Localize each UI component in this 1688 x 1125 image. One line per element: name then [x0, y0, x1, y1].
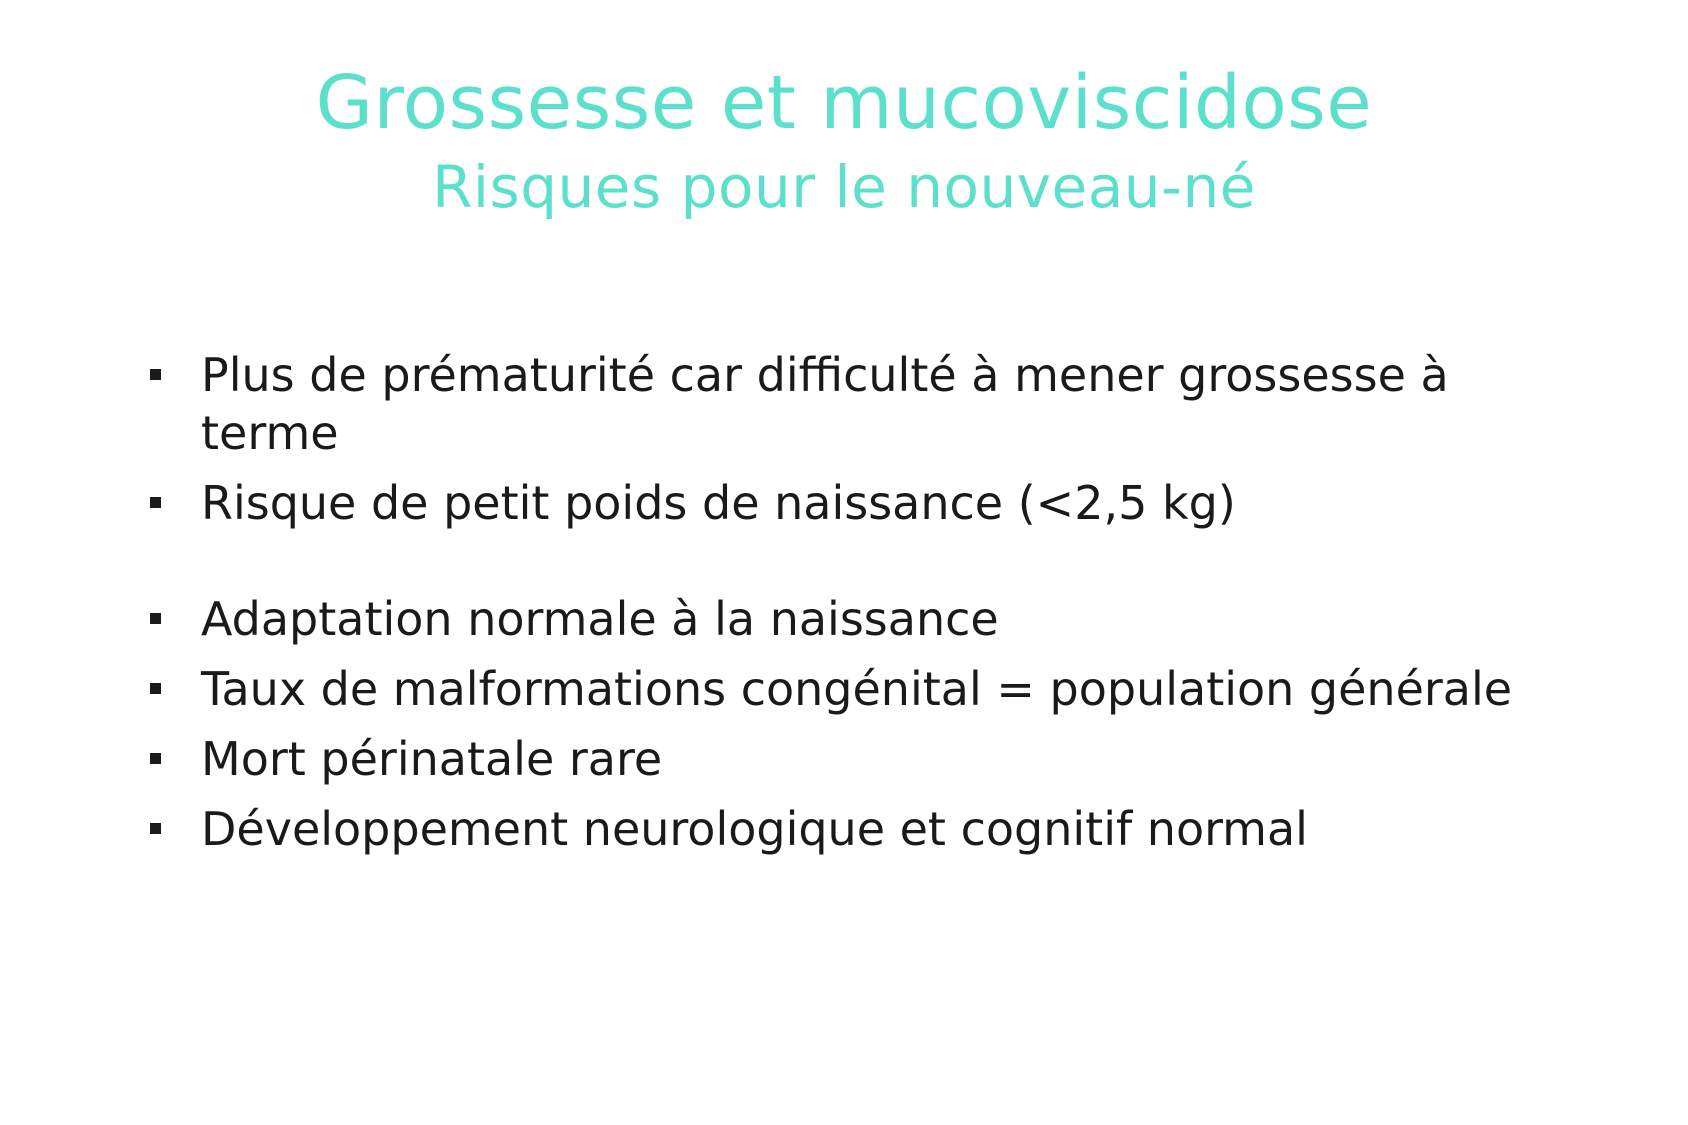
square-bullet-icon: [150, 497, 161, 508]
square-bullet-icon: [150, 753, 161, 764]
bullet-text: Plus de prématurité car difficulté à mener grossesse à terme: [201, 348, 1449, 460]
title-block: [0, 58, 1688, 226]
square-bullet-icon: [150, 823, 161, 834]
bullet-text: Mort périnatale rare: [201, 732, 663, 786]
bullet-item: [146, 346, 1546, 462]
square-bullet-icon: [150, 683, 161, 694]
slide-subtitle: Risques pour le nouveau-né: [432, 153, 1256, 221]
bullet-text: Développement neurologique et cognitif normal: [201, 802, 1308, 856]
slide-title: Grossesse et mucoviscidose: [315, 60, 1373, 146]
bullet-item: [146, 590, 1546, 648]
square-bullet-icon: [150, 613, 161, 624]
bullet-list: [146, 346, 1546, 870]
bullet-item: [146, 730, 1546, 788]
square-bullet-icon: [150, 369, 161, 380]
bullet-text: Taux de malformations congénital = population générale: [201, 662, 1513, 716]
bullet-text: Adaptation normale à la naissance: [201, 592, 999, 646]
bullet-item: [146, 800, 1546, 858]
bullet-text: Risque de petit poids de naissance (<2,5 kg): [201, 476, 1236, 530]
bullet-item: [146, 660, 1546, 718]
bullet-item: [146, 474, 1546, 532]
